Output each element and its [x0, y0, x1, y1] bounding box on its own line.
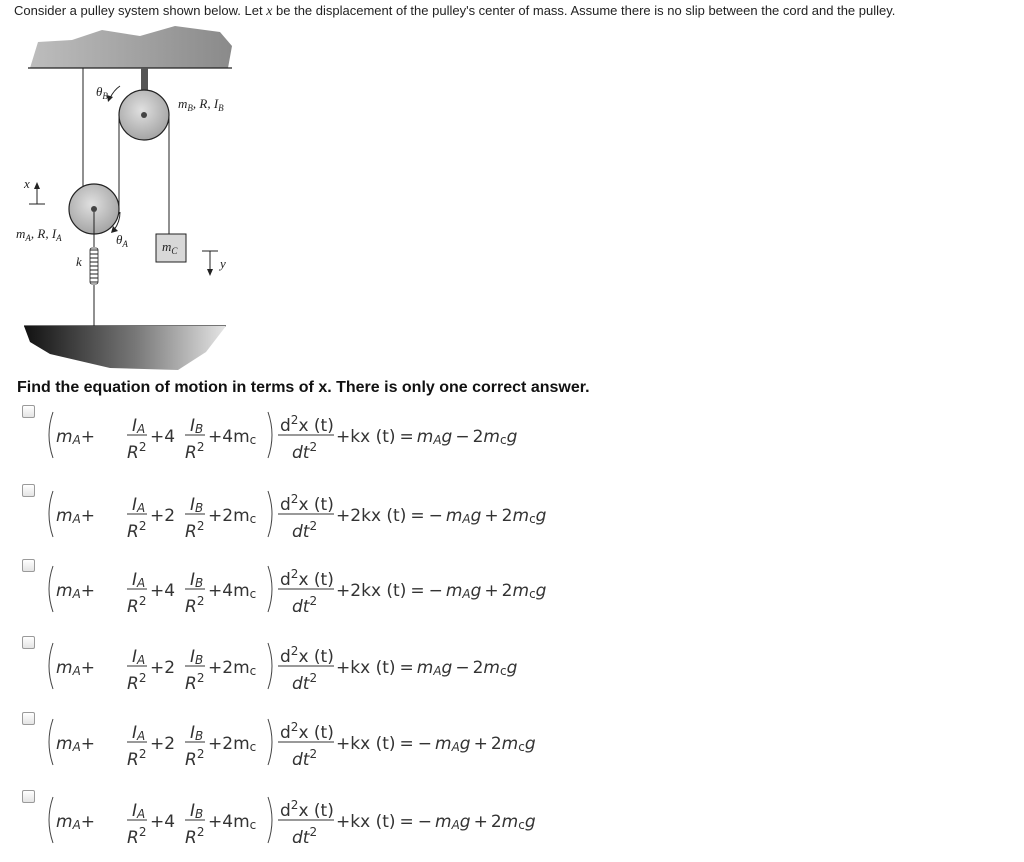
- label-theta-b: θB: [96, 84, 108, 101]
- prompt-text-before: Consider a pulley system shown below. Let: [14, 3, 267, 18]
- pulley-diagram: [10, 22, 260, 380]
- frac-ia-num: IA: [132, 416, 146, 436]
- prompt-variable: x: [266, 4, 273, 19]
- right-paren: [268, 719, 272, 765]
- theta-b-arrow-icon: [110, 86, 120, 98]
- term-ma: mA+: [56, 658, 96, 678]
- coef-1: +2: [150, 506, 176, 526]
- deriv-num: $d^2x$ (t): [280, 720, 334, 743]
- equation: [44, 486, 564, 542]
- frac-ib-num: IB: [190, 723, 204, 743]
- prompt-text-after: be the displacement of the pulley's center of mass. Assume there is no slip between the cord and the pulley.: [272, 3, 896, 18]
- answer-option-2[interactable]: [22, 484, 582, 544]
- right-paren: [268, 412, 272, 458]
- frac-ib-den: $R^2$: [185, 594, 205, 617]
- answer-checkbox[interactable]: [22, 636, 35, 649]
- frac-ia-num: IA: [132, 801, 146, 821]
- left-paren: [49, 797, 53, 843]
- right-paren: [268, 566, 272, 612]
- question-prompt: [14, 3, 895, 20]
- answer-option-5[interactable]: [22, 712, 582, 772]
- deriv-den: $dt^2$: [292, 440, 318, 463]
- equation: [44, 792, 564, 848]
- right-paren: [268, 491, 272, 537]
- instruction-text: Find the equation of motion in terms of x. There is only one correct answer.: [17, 379, 590, 396]
- deriv-den: $dt^2$: [292, 594, 318, 617]
- answer-option-1[interactable]: [22, 405, 582, 465]
- frac-ib-num: IB: [190, 570, 204, 590]
- equation-rhs: +2kx (t) = − mAg + 2mcg: [336, 506, 547, 526]
- frac-ia-den: $R^2$: [127, 440, 147, 463]
- deriv-den: $dt^2$: [292, 671, 318, 694]
- equation-rhs: +kx (t) = mAg − 2mcg: [336, 658, 518, 678]
- right-paren: [268, 643, 272, 689]
- equation-rhs: +2kx (t) = − mAg + 2mcg: [336, 581, 547, 601]
- left-paren: [49, 566, 53, 612]
- term-ma: mA+: [56, 427, 96, 447]
- deriv-num: $d^2x$ (t): [280, 798, 334, 821]
- equation: [44, 407, 564, 463]
- frac-ib-num: IB: [190, 647, 204, 667]
- label-block-c: mC: [162, 239, 178, 256]
- answer-option-6[interactable]: [22, 790, 582, 850]
- deriv-den: $dt^2$: [292, 825, 318, 848]
- frac-ia-num: IA: [132, 570, 146, 590]
- frac-ib-num: IB: [190, 495, 204, 515]
- left-paren: [49, 491, 53, 537]
- equation: [44, 714, 564, 770]
- term-mc: +2mc: [208, 658, 257, 678]
- answer-checkbox[interactable]: [22, 790, 35, 803]
- coef-1: +4: [150, 581, 176, 601]
- deriv-den: $dt^2$: [292, 747, 318, 770]
- frac-ib-den: $R^2$: [185, 519, 205, 542]
- frac-ib-num: IB: [190, 801, 204, 821]
- term-ma: mA+: [56, 506, 96, 526]
- frac-ia-den: $R^2$: [127, 747, 147, 770]
- frac-ia-num: IA: [132, 723, 146, 743]
- deriv-num: $d^2x$ (t): [280, 567, 334, 590]
- ceiling: [30, 26, 232, 68]
- frac-ib-den: $R^2$: [185, 440, 205, 463]
- label-pulley-b: mB, R, IB: [178, 96, 224, 113]
- frac-ia-num: IA: [132, 495, 146, 515]
- left-paren: [49, 719, 53, 765]
- equation-rhs: +kx (t) = − mAg + 2mcg: [336, 812, 536, 832]
- frac-ia-den: $R^2$: [127, 825, 147, 848]
- answer-checkbox[interactable]: [22, 559, 35, 572]
- coef-1: +2: [150, 658, 176, 678]
- equation: [44, 638, 564, 694]
- deriv-num: $d^2x$ (t): [280, 492, 334, 515]
- frac-ib-den: $R^2$: [185, 671, 205, 694]
- right-paren: [268, 797, 272, 843]
- answer-option-3[interactable]: [22, 559, 582, 619]
- term-ma: mA+: [56, 734, 96, 754]
- deriv-den: $dt^2$: [292, 519, 318, 542]
- term-mc: +4mc: [208, 581, 257, 601]
- frac-ia-den: $R^2$: [127, 519, 147, 542]
- deriv-num: $d^2x$ (t): [280, 413, 334, 436]
- frac-ib-den: $R^2$: [185, 747, 205, 770]
- answer-option-4[interactable]: [22, 636, 582, 696]
- frac-ib-den: $R^2$: [185, 825, 205, 848]
- label-y: y: [220, 256, 226, 271]
- answer-checkbox[interactable]: [22, 484, 35, 497]
- equation-rhs: +kx (t) = − mAg + 2mcg: [336, 734, 536, 754]
- frac-ia-den: $R^2$: [127, 671, 147, 694]
- answer-checkbox[interactable]: [22, 405, 35, 418]
- deriv-num: $d^2x$ (t): [280, 644, 334, 667]
- term-ma: mA+: [56, 812, 96, 832]
- term-mc: +4mc: [208, 812, 257, 832]
- floor: [24, 326, 226, 370]
- term-mc: +2mc: [208, 506, 257, 526]
- frac-ia-num: IA: [132, 647, 146, 667]
- answer-checkbox[interactable]: [22, 712, 35, 725]
- coef-1: +4: [150, 427, 176, 447]
- left-paren: [49, 643, 53, 689]
- coef-1: +2: [150, 734, 176, 754]
- label-theta-a: θA: [116, 232, 128, 249]
- label-k: k: [76, 254, 82, 269]
- left-paren: [49, 412, 53, 458]
- term-ma: mA+: [56, 581, 96, 601]
- frac-ib-num: IB: [190, 416, 204, 436]
- equation: [44, 561, 564, 617]
- term-mc: +4mc: [208, 427, 257, 447]
- term-mc: +2mc: [208, 734, 257, 754]
- coef-1: +4: [150, 812, 176, 832]
- label-x: x: [24, 176, 30, 191]
- equation-rhs: +kx (t) = mAg − 2mcg: [336, 427, 518, 447]
- frac-ia-den: $R^2$: [127, 594, 147, 617]
- label-pulley-a: mA, R, IA: [16, 226, 62, 243]
